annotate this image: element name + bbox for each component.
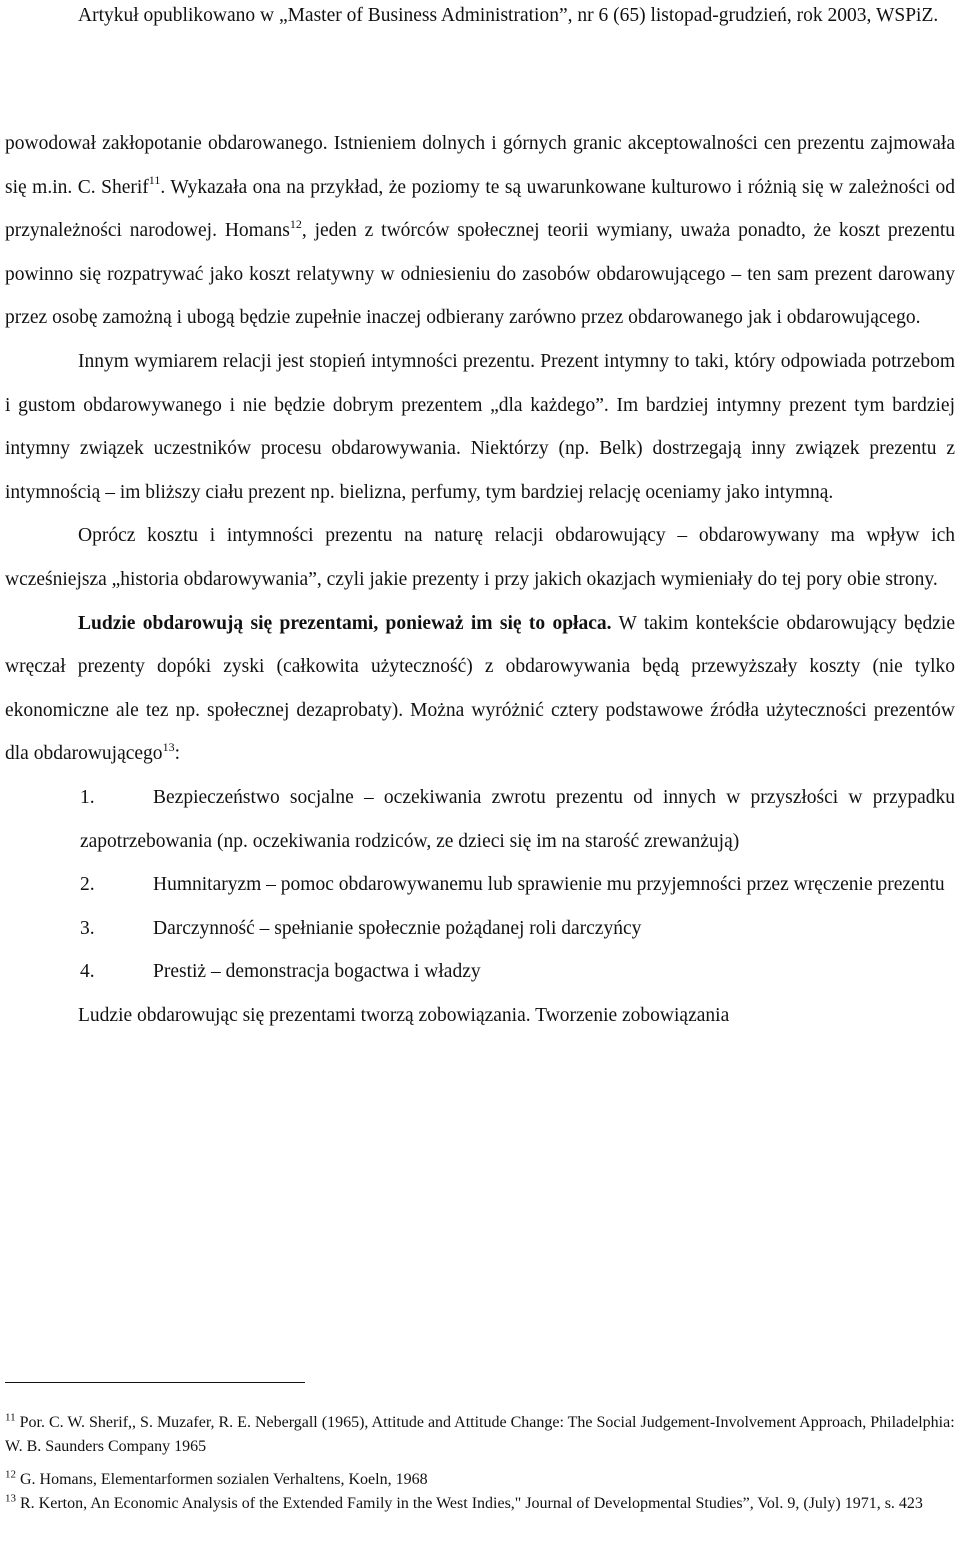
- list-item-number: 1.: [80, 786, 95, 808]
- utility-list: [5, 776, 955, 994]
- footnote-ref-11[interactable]: 11: [148, 173, 161, 188]
- list-item: [80, 863, 955, 907]
- footnote-ref-13[interactable]: 13: [162, 739, 175, 754]
- list-item-number: 4.: [80, 961, 95, 983]
- main-text: [5, 122, 955, 1037]
- paragraph-1-part-a: powodował zakłopotanie obdarowanego. Istnieniem dolnych i górnych granic akceptowalności cen prezentu zajmowała się m.in. C. Sherif: [5, 133, 955, 198]
- list-item: [80, 950, 955, 994]
- paragraph-5: Ludzie obdarowując się prezentami tworzą zobowiązania. Tworzenie zobowiązania: [78, 1004, 730, 1026]
- footnotes: [5, 1411, 955, 1516]
- paragraph-1-part-b: . Wykazała ona na przykład, że poziomy te są uwarunkowane kulturowo i różnią się w zależności od przynależności narodowej. Homans: [5, 176, 955, 242]
- paragraph-2: Innym wymiarem relacji jest stopień intymności prezentu. Prezent intymny to taki, który odpowiada potrzebom i gustom obdarowywanego i nie będzie dobrym prezentem „dla każdego”. Im bardziej intymny prezent tym bardziej intymny związek uczestników procesu obdarowywania. Niektórzy (np. Belk) dostrzegają inny związek prezentu z intymnością – im bliższy ciału prezent np. bielizna, perfumy, tym bardziej relację oceniamy jako intymną.: [5, 350, 955, 503]
- paragraph-4-rest: W takim kontekście obdarowujący będzie wręczał prezenty dopóki zyski (całkowita użyteczność) z obdarowywania będą przewyższały koszty (nie tylko ekonomiczne ale tez np. społecznej dezaprobaty). Można wyróżnić cztery podstawowe źródła użyteczności prezentów dla obdarowującego: [5, 612, 955, 765]
- paragraph-1-part-c: , jeden z twórców społecznej teorii wymiany, uważa ponadto, że koszt prezentu powinno się rozpatrywać jako koszt relatywny w odniesieniu do zasobów obdarowującego – ten sam prezent darowany przez osobę zamożną i ubogą będzie zupełnie inaczej odbierany zarówno przez obdarowanego jak i obdarowującego.: [5, 220, 955, 329]
- footnote-11: [5, 1411, 955, 1459]
- list-item-number: 2.: [80, 874, 95, 896]
- paragraph-3: Oprócz kosztu i intymności prezentu na naturę relacji obdarowujący – obdarowywany ma wpływ ich wcześniejsza „historia obdarowywania”, czyli jakie prezenty i przy jakich okazjach wymieniały do tej pory obie strony.: [5, 525, 955, 590]
- footnote-ref-12[interactable]: 12: [289, 216, 302, 231]
- footnote-text: R. Kerton, An Economic Analysis of the Extended Family in the West Indies," Journal of Developmental Studies”, Vol. 9, (July) 1971, s. 423: [20, 1495, 923, 1512]
- footnote-12: [5, 1468, 955, 1492]
- paragraph-1: [5, 122, 955, 340]
- paragraph-4-end: :: [174, 743, 180, 765]
- footnote-text: G. Homans, Elementarformen sozialen Verhaltens, Koeln, 1968: [20, 1471, 428, 1488]
- list-item: [80, 776, 955, 863]
- paragraph-4-bold: Ludzie obdarowują się prezentami, ponieważ im się to opłaca.: [78, 612, 612, 634]
- list-item-text: Prestiż – demonstracja bogactwa i władzy: [153, 961, 481, 983]
- footnote-number: 13: [5, 1492, 16, 1505]
- publication-header: [5, 2, 955, 30]
- list-item-number: 3.: [80, 917, 95, 939]
- footnote-number: 12: [5, 1468, 16, 1481]
- list-item-text: Bezpieczeństwo socjalne – oczekiwania zwrotu prezentu od innych w przyszłości w przypadku zapotrzebowania (np. oczekiwania rodziców, ze dzieci się im na starość zrewanżują): [80, 786, 955, 852]
- list-item-text: Darczynność – spełnianie społecznie pożądanej roli darczyńcy: [153, 917, 642, 939]
- header-text: Artykuł opublikowano w „Master of Business Administration”, nr 6 (65) listopad-grudzień, rok 2003, WSPiZ.: [78, 5, 939, 26]
- footnote-separator: [5, 1382, 305, 1383]
- footnote-13: [5, 1492, 955, 1516]
- footnote-number: 11: [5, 1411, 16, 1424]
- list-item-text: Humnitaryzm – pomoc obdarowywanemu lub sprawienie mu przyjemności przez wręczenie prezentu: [153, 874, 945, 896]
- list-item: [80, 907, 955, 951]
- paragraph-4: [5, 602, 955, 776]
- footnote-text: Por. C. W. Sherif,, S. Muzafer, R. E. Nebergall (1965), Attitude and Attitude Change: The Social Judgement-Involvement Approach, Philadelphia: W. B. Saunders Company 1965: [5, 1414, 955, 1455]
